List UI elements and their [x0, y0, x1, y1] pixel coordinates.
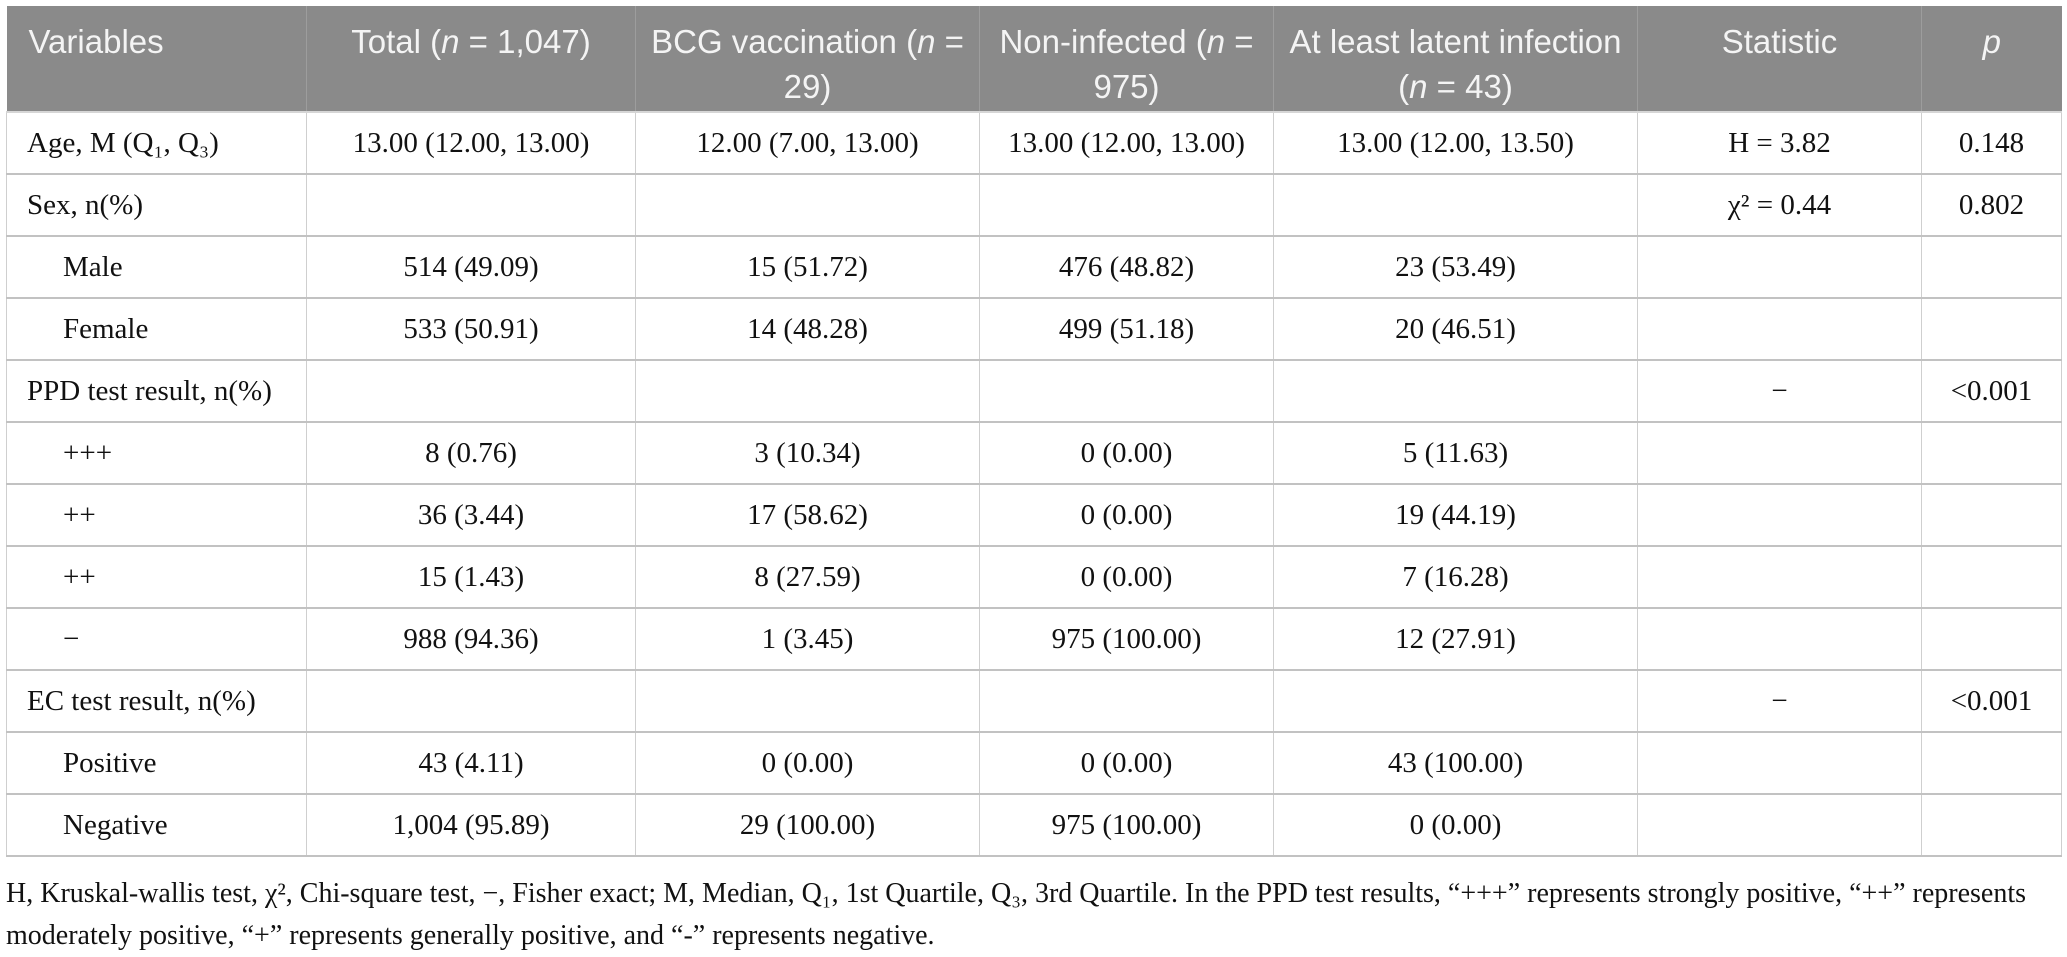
value-cell-bcg	[636, 360, 980, 422]
value-cell-total: 8 (0.76)	[307, 422, 636, 484]
value-cell-bcg: 14 (48.28)	[636, 298, 980, 360]
value-cell-statistic	[1638, 546, 1922, 608]
value-cell-non_infected: 0 (0.00)	[980, 732, 1274, 794]
value-cell-bcg: 17 (58.62)	[636, 484, 980, 546]
table-row	[7, 236, 2062, 298]
row-label-cell: Positive	[7, 732, 307, 794]
value-cell-non_infected: 975 (100.00)	[980, 608, 1274, 670]
table-row	[7, 546, 2062, 608]
value-cell-latent: 20 (46.51)	[1274, 298, 1638, 360]
value-cell-latent: 5 (11.63)	[1274, 422, 1638, 484]
table-row	[7, 670, 2062, 732]
row-label-cell: Male	[7, 236, 307, 298]
column-header-total: Total (n = 1,047)	[307, 6, 636, 112]
table-row	[7, 422, 2062, 484]
value-cell-total: 15 (1.43)	[307, 546, 636, 608]
value-cell-bcg: 15 (51.72)	[636, 236, 980, 298]
value-cell-latent: 13.00 (12.00, 13.50)	[1274, 112, 1638, 174]
table-row	[7, 484, 2062, 546]
row-label-cell: EC test result, n(%)	[7, 670, 307, 732]
table-body	[7, 112, 2062, 856]
row-label-cell: ++	[7, 546, 307, 608]
table-footnote: H, Kruskal-wallis test, χ², Chi-square test, −, Fisher exact; M, Median, Q₁, 1st Quartile, Q₃, 3rd Quartile. In the PPD test results, “+++” represents strongly positive, “++” represents moderately positive, “+” represents generally positive, and “-” represents negative.	[6, 878, 2027, 951]
value-cell-latent: 19 (44.19)	[1274, 484, 1638, 546]
value-cell-non_infected	[980, 670, 1274, 732]
value-cell-bcg: 12.00 (7.00, 13.00)	[636, 112, 980, 174]
value-cell-p	[1922, 236, 2062, 298]
column-header-non-infected: Non-infected (n = 975)	[980, 6, 1274, 112]
value-cell-bcg	[636, 670, 980, 732]
table-row	[7, 732, 2062, 794]
table-row	[7, 174, 2062, 236]
value-cell-latent: 43 (100.00)	[1274, 732, 1638, 794]
value-cell-bcg: 1 (3.45)	[636, 608, 980, 670]
value-cell-p	[1922, 484, 2062, 546]
value-cell-total: 1,004 (95.89)	[307, 794, 636, 856]
value-cell-p: <0.001	[1922, 670, 2062, 732]
column-header-statistic: Statistic	[1638, 6, 1922, 112]
value-cell-non_infected: 0 (0.00)	[980, 546, 1274, 608]
table-row	[7, 112, 2062, 174]
value-cell-bcg: 29 (100.00)	[636, 794, 980, 856]
value-cell-statistic: H = 3.82	[1638, 112, 1922, 174]
value-cell-latent	[1274, 174, 1638, 236]
table-row	[7, 794, 2062, 856]
row-label-cell: Negative	[7, 794, 307, 856]
value-cell-p	[1922, 422, 2062, 484]
value-cell-statistic	[1638, 732, 1922, 794]
column-header-bcg-vaccination: BCG vaccination (n = 29)	[636, 6, 980, 112]
row-label-cell: ++	[7, 484, 307, 546]
value-cell-latent: 7 (16.28)	[1274, 546, 1638, 608]
value-cell-p	[1922, 794, 2062, 856]
value-cell-latent: 12 (27.91)	[1274, 608, 1638, 670]
value-cell-non_infected	[980, 174, 1274, 236]
value-cell-total: 514 (49.09)	[307, 236, 636, 298]
value-cell-total: 988 (94.36)	[307, 608, 636, 670]
statistics-table	[6, 6, 2062, 857]
value-cell-statistic	[1638, 794, 1922, 856]
value-cell-p: <0.001	[1922, 360, 2062, 422]
column-header-p: p	[1922, 6, 2062, 112]
value-cell-total: 36 (3.44)	[307, 484, 636, 546]
value-cell-bcg	[636, 174, 980, 236]
value-cell-total: 43 (4.11)	[307, 732, 636, 794]
row-label-cell: Female	[7, 298, 307, 360]
value-cell-total	[307, 174, 636, 236]
value-cell-statistic: −	[1638, 360, 1922, 422]
value-cell-statistic: χ² = 0.44	[1638, 174, 1922, 236]
value-cell-statistic	[1638, 236, 1922, 298]
column-header-variables: Variables	[7, 6, 307, 112]
row-label-cell: PPD test result, n(%)	[7, 360, 307, 422]
value-cell-non_infected	[980, 360, 1274, 422]
value-cell-p	[1922, 732, 2062, 794]
value-cell-latent	[1274, 360, 1638, 422]
value-cell-bcg: 0 (0.00)	[636, 732, 980, 794]
value-cell-statistic	[1638, 608, 1922, 670]
value-cell-p	[1922, 546, 2062, 608]
row-label-cell: Sex, n(%)	[7, 174, 307, 236]
value-cell-total	[307, 360, 636, 422]
table-row	[7, 608, 2062, 670]
value-cell-bcg: 3 (10.34)	[636, 422, 980, 484]
value-cell-latent: 0 (0.00)	[1274, 794, 1638, 856]
value-cell-total	[307, 670, 636, 732]
value-cell-total: 533 (50.91)	[307, 298, 636, 360]
value-cell-statistic	[1638, 298, 1922, 360]
table-header-row	[7, 6, 2062, 112]
table-row	[7, 360, 2062, 422]
row-label-cell: −	[7, 608, 307, 670]
value-cell-p: 0.148	[1922, 112, 2062, 174]
value-cell-non_infected: 0 (0.00)	[980, 422, 1274, 484]
value-cell-non_infected: 13.00 (12.00, 13.00)	[980, 112, 1274, 174]
value-cell-statistic	[1638, 484, 1922, 546]
value-cell-statistic: −	[1638, 670, 1922, 732]
value-cell-p: 0.802	[1922, 174, 2062, 236]
value-cell-non_infected: 499 (51.18)	[980, 298, 1274, 360]
value-cell-p	[1922, 298, 2062, 360]
row-label-cell: Age, M (Q₁, Q₃)	[7, 112, 307, 174]
value-cell-total: 13.00 (12.00, 13.00)	[307, 112, 636, 174]
value-cell-statistic	[1638, 422, 1922, 484]
value-cell-latent: 23 (53.49)	[1274, 236, 1638, 298]
value-cell-non_infected: 0 (0.00)	[980, 484, 1274, 546]
value-cell-p	[1922, 608, 2062, 670]
row-label-cell: +++	[7, 422, 307, 484]
value-cell-non_infected: 476 (48.82)	[980, 236, 1274, 298]
value-cell-non_infected: 975 (100.00)	[980, 794, 1274, 856]
table-row	[7, 298, 2062, 360]
column-header-latent-infection: At least latent infection (n = 43)	[1274, 6, 1638, 112]
value-cell-bcg: 8 (27.59)	[636, 546, 980, 608]
value-cell-latent	[1274, 670, 1638, 732]
